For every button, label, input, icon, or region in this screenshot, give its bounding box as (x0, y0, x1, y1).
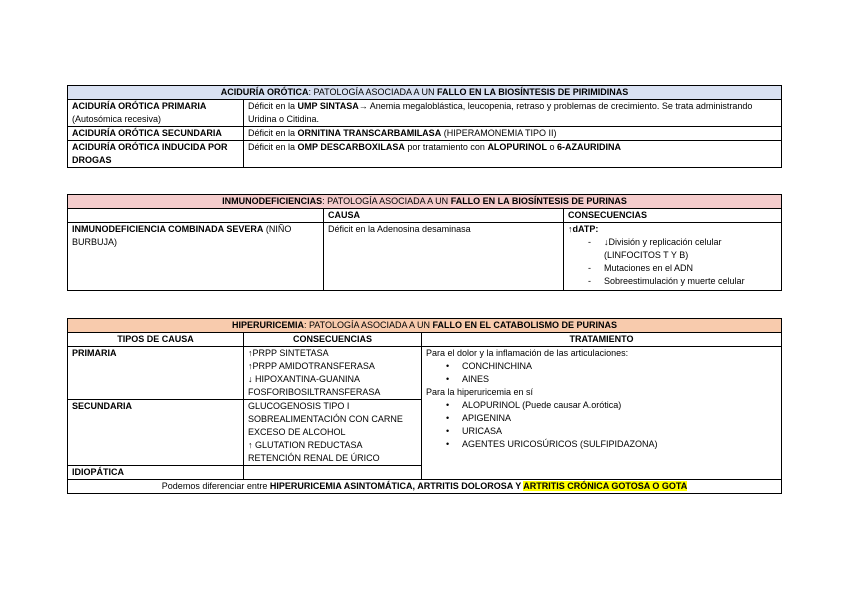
list-item: - ↓División y replicación celular (LINFOCITOS T Y B) (604, 236, 777, 262)
list-item: ↑ GLUTATION REDUCTASA (248, 440, 363, 450)
list-item: GLUCOGENOSIS TIPO I (248, 401, 350, 411)
hiperuricemia-header (68, 319, 782, 333)
text-fragment: HIPERURICEMIA ASINTOMÁTICA, ARTRITIS DOLOROSA Y (269, 481, 524, 491)
list-item: ↓ HIPOXANTINA-GUANINA FOSFORIBOSILTRANSFERASA (248, 374, 381, 397)
scid-label-tail: (NIÑO BURBUJA) (72, 224, 292, 247)
column-header-consecuencias: CONSECUENCIAS (244, 333, 422, 347)
consecuencias-cell (564, 223, 782, 291)
inmuno-header-name: INMUNODEFICIENCIAS (222, 196, 323, 206)
tratamiento-list-dolor (426, 360, 777, 386)
primaria-consecuencias (244, 347, 422, 400)
tratamiento-cell (422, 347, 782, 480)
drug-name: ALOPURINOL (487, 142, 547, 152)
row-label (68, 100, 244, 127)
hiper-header-tail: FALLO EN EL CATABOLISMO DE PURINAS (432, 320, 618, 330)
row-detail (244, 141, 782, 168)
list-item: - Mutaciones en el ADN (604, 262, 777, 275)
aciduria-primaria-label: ACIDURÍA ORÓTICA PRIMARIA (72, 101, 207, 111)
column-header-tipos: TIPOS DE CAUSA (68, 333, 244, 347)
scid-label: INMUNODEFICIENCIA COMBINADA SEVERA (72, 224, 264, 234)
text-fragment: Podemos diferenciar entre (161, 481, 270, 491)
list-item: • CONCHINCHINA (462, 360, 777, 373)
column-header-consecuencias: CONSECUENCIAS (564, 209, 782, 223)
empty-cell (244, 466, 422, 480)
list-item: EXCESO DE ALCOHOL (248, 427, 346, 437)
secundaria-consecuencias (244, 400, 422, 466)
inmunodeficiencias-header (68, 195, 782, 209)
enzyme-name: OMP DESCARBOXILASA (297, 142, 405, 152)
aciduria-secundaria-label: ACIDURÍA ORÓTICA SECUNDARIA (68, 127, 244, 141)
aciduria-header-tail: FALLO EN LA BIOSÍNTESIS DE PIRIMIDINAS (437, 87, 629, 97)
secundaria-label: SECUNDARIA (68, 400, 244, 466)
enzyme-name: ORNITINA TRANSCARBAMILASA (297, 128, 442, 138)
datp-title: ↑dATP: (568, 224, 599, 234)
text-fragment: (HIPERAMONEMIA TIPO II) (441, 128, 557, 138)
list-item: - Sobreestimulación y muerte celular (604, 275, 777, 288)
enzyme-name: UMP SINTASA (297, 101, 359, 111)
table-row (68, 347, 782, 400)
drug-name: 6-AZAURIDINA (556, 142, 621, 152)
aciduria-drogas-label: ACIDURÍA ORÓTICA INDUCIDA POR DROGAS (68, 141, 244, 168)
aciduria-table (67, 85, 782, 168)
table-row (68, 127, 782, 141)
highlighted-text: ARTRITIS CRÓNICA GOTOSA O GOTA (523, 481, 688, 491)
hiper-header-mid: : PATOLOGÍA ASOCIADA A UN (303, 320, 433, 330)
row-label (68, 223, 324, 291)
aciduria-header (68, 86, 782, 100)
aciduria-primaria-sub: (Autosómica recesiva) (72, 114, 162, 124)
column-header-tratamiento: TRATAMIENTO (422, 333, 782, 347)
list-item: • AINES (462, 373, 777, 386)
tratamiento-intro-dolor: Para el dolor y la inflamación de las articulaciones: (426, 348, 629, 358)
aciduria-header-name: ACIDURÍA ORÓTICA (220, 87, 309, 97)
tratamiento-intro-hiperuricemia: Para la hiperuricemia en sí (426, 387, 534, 397)
table-row (68, 100, 782, 127)
list-item: • URICASA (462, 425, 777, 438)
list-item: SOBREALIMENTACIÓN CON CARNE (248, 414, 403, 424)
column-header-causa: CAUSA (324, 209, 564, 223)
aciduria-header-mid: : PATOLOGÍA ASOCIADA A UN (308, 87, 438, 97)
idiopatica-label: IDIOPÁTICA (68, 466, 244, 480)
text-fragment: Déficit en la (248, 142, 298, 152)
primaria-label: PRIMARIA (68, 347, 244, 400)
row-detail (244, 100, 782, 127)
list-item: • ALOPURINOL (Puede causar A.orótica) (462, 399, 777, 412)
inmunodeficiencias-table (67, 194, 782, 291)
table-row (68, 141, 782, 168)
hiper-header-name: HIPERURICEMIA (231, 320, 304, 330)
list-item: ↑PRPP SINTETASA (248, 348, 329, 358)
hiperuricemia-table (67, 318, 782, 494)
text-fragment: por tratamiento con (404, 142, 488, 152)
text-fragment: Déficit en la (248, 128, 298, 138)
list-item: • AGENTES URICOSÚRICOS (SULFIPIDAZONA) (462, 438, 777, 451)
causa-cell: Déficit en la Adenosina desaminasa (324, 223, 564, 291)
hiperuricemia-footer (68, 480, 782, 494)
list-item: ↑PRPP AMIDOTRANSFERASA (248, 361, 375, 371)
consecuencias-list (568, 236, 777, 288)
inmuno-header-tail: FALLO EN LA BIOSÍNTESIS DE PURINAS (450, 196, 627, 206)
row-detail (244, 127, 782, 141)
table-row (68, 223, 782, 291)
empty-cell (68, 209, 324, 223)
text-fragment: o (546, 142, 557, 152)
inmuno-header-mid: : PATOLOGÍA ASOCIADA A UN (322, 196, 451, 206)
list-item: RETENCIÓN RENAL DE ÚRICO (248, 453, 380, 463)
text-fragment: → Anemia megaloblástica, leucopenia, retraso y problemas de crecimiento. Se trata administrando Uridina o Citidina. (248, 101, 753, 124)
tratamiento-list-hiperuricemia (426, 399, 777, 451)
text-fragment: Déficit en la (248, 101, 298, 111)
list-item: • APIGENINA (462, 412, 777, 425)
